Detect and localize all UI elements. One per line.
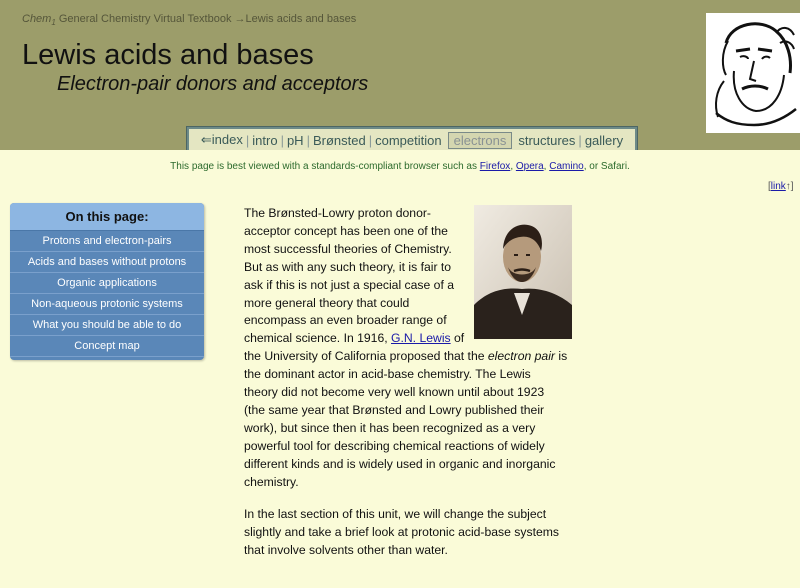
paragraph-line: different kinds and is widely used in organic and inorganic [244,456,556,471]
page-subtitle: Electron-pair donors and acceptors [57,73,369,95]
paragraph-text: is [554,349,568,364]
paragraph-line: The Brønsted-Lowry proton donor- [244,206,431,220]
paragraph-line: slightly and take a brief look at protonic acid-base systems [244,524,560,539]
nav-separator: | [368,132,373,148]
lewis-sketch-portrait-image [706,13,800,133]
nav-structures-link[interactable]: structures [518,132,576,148]
permalink-link[interactable]: link [770,181,786,192]
paragraph-line: work), but since then it has been recognized as a very [244,420,536,435]
electron-pair-emphasis: electron pair [487,349,555,364]
breadcrumb-chem[interactable]: Chem [22,13,52,25]
on-this-page-menu [10,203,204,360]
link-top [768,181,794,192]
nav-ph-link[interactable]: pH [286,132,304,148]
nav-separator: | [306,132,310,148]
non-aqueous-paragraph [244,506,574,560]
nav-separator: | [280,132,284,148]
paragraph-line: But as with any such theory, it is fair to [244,259,452,274]
breadcrumb-path[interactable]: General Chemistry Virtual Textbook →Lewis acids and bases [55,13,357,25]
nav-intro-link[interactable]: intro [252,132,278,148]
nav-separator: | [578,132,582,148]
breadcrumb [22,13,356,27]
browser-note-text: This page is best viewed with a standards-compliant browser such as [170,161,480,172]
paragraph-line: the dominant actor in acid-base chemistry. The Lewis [244,367,531,382]
paragraph-line: theory did not become very well known until about 1923 [244,385,545,400]
paragraph-line: (the same year that Brønsted and Lowry published their [244,402,545,417]
nav-electrons-current: electrons [448,132,513,149]
paragraph-line: more general theory that could [244,295,410,310]
paragraph-line: that involve solvents other than water. [244,542,448,557]
link-bracket-open: [ [768,181,771,192]
firefox-link[interactable]: Firefox [479,161,511,172]
paragraph-line: In the last section of this unit, we will change the subject [244,507,547,521]
paragraph-line: powerful tool for describing chemical reactions of widely [244,438,545,453]
nav-index-link[interactable]: ⇐index [200,132,243,147]
nav-competition-link[interactable]: competition [375,132,442,148]
menu-item-what-you-should-do[interactable]: What you should be able to do [10,315,204,336]
page-title: Lewis acids and bases [22,39,314,71]
opera-link[interactable]: Opera [515,161,544,172]
nav-gallery-link[interactable]: gallery [584,132,624,148]
browser-note-comma: , [543,161,550,172]
paragraph-text: chemical science. In 1916, [244,331,392,346]
paragraph-line: most successful theories of Chemistry. [244,241,452,256]
nav-separator: | [245,132,250,148]
top-navigation-bar [189,129,635,151]
nav-bronsted-link[interactable]: Brønsted [312,132,366,148]
paragraph-line: chemistry. [244,474,299,489]
menu-item-non-aqueous-systems[interactable]: Non-aqueous protonic systems [10,294,204,315]
paragraph-line: ask if this is not just a special case of a [244,277,454,292]
browser-note-comma: , [510,161,516,172]
menu-item-acids-bases-without-protons[interactable]: Acids and bases without protons [10,252,204,273]
breadcrumb-chem-subscript: 1 [51,18,56,28]
paragraph-text: of [450,331,465,346]
paragraph-line-with-link [244,330,574,348]
link-bracket-close[interactable]: ↑] [785,181,794,192]
menu-item-protons-electron-pairs[interactable]: Protons and electron-pairs [10,231,204,252]
paragraph-line [244,348,574,366]
paragraph-line: acceptor concept has been one of the [244,223,448,238]
menu-item-concept-map[interactable]: Concept map [10,336,204,357]
menu-item-organic-applications[interactable]: Organic applications [10,273,204,294]
browser-recommendation-note [0,161,800,172]
browser-note-tail: , or Safari. [583,161,630,172]
menu-title: On this page: [10,203,204,231]
paragraph-text: the University of California proposed that the [244,349,488,364]
paragraph-line: encompass an even broader range of [244,313,447,328]
gn-lewis-link[interactable]: G.N. Lewis [391,331,451,346]
intro-paragraph [244,205,574,492]
camino-link[interactable]: Camino [549,161,584,172]
